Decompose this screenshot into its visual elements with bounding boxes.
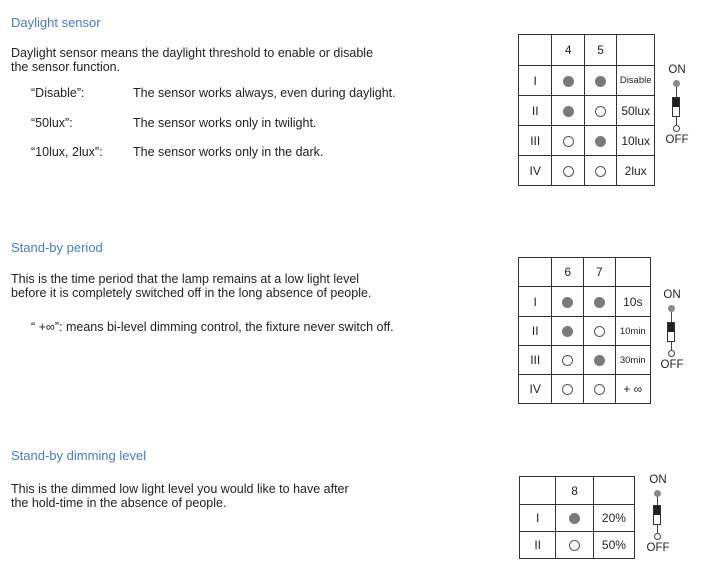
switch-off-label: OFF xyxy=(665,134,689,146)
row-label: III xyxy=(519,126,552,156)
switch-on-label: ON xyxy=(649,474,667,486)
dip-column-6: 6 xyxy=(552,258,584,287)
dip-dot xyxy=(563,166,574,177)
daylight-sensor-dip-table xyxy=(518,34,655,186)
row-value: 10lux xyxy=(617,126,655,156)
row-value: 50% xyxy=(593,532,634,559)
dip-dot xyxy=(569,513,580,524)
dip-dot xyxy=(595,106,606,117)
dip-switch-icon xyxy=(643,474,673,554)
option-10lux-2lux-key: “10lux, 2lux”: xyxy=(31,145,103,159)
standby-dimming-description-line2: the hold-time in the absence of people. xyxy=(11,496,227,510)
row-value: 10min xyxy=(615,317,650,346)
dip-dot xyxy=(563,106,574,117)
row-label: IV xyxy=(519,375,552,404)
dip-dot xyxy=(594,384,605,395)
dip-dot xyxy=(595,166,606,177)
row-label: I xyxy=(519,287,552,317)
dip-dot xyxy=(594,326,605,337)
standby-period-description-line2: before it is completely switched off in the long absence of people. xyxy=(11,286,372,300)
standby-dimming-dip-table xyxy=(519,476,635,559)
dip-column-4: 4 xyxy=(552,35,584,66)
row-label: I xyxy=(520,505,556,532)
dip-column-8: 8 xyxy=(556,477,594,505)
option-disable-key: “Disable”: xyxy=(31,86,85,100)
standby-dimming-heading: Stand-by dimming level xyxy=(11,448,147,463)
dip-switch-icon xyxy=(657,289,687,369)
row-value: 10s xyxy=(615,287,650,317)
dip-switch-icon xyxy=(662,64,692,144)
dip-dot xyxy=(594,355,605,366)
option-disable-text: The sensor works always, even during daylight. xyxy=(133,86,396,100)
option-50lux-key: “50lux”: xyxy=(31,116,73,130)
daylight-sensor-description-line1: Daylight sensor means the daylight threshold to enable or disable xyxy=(11,46,374,60)
dip-dot xyxy=(562,326,573,337)
dip-dot xyxy=(595,76,606,87)
dip-dot xyxy=(563,136,574,147)
standby-period-dip-table xyxy=(518,257,651,404)
option-10lux-2lux-text: The sensor works only in the dark. xyxy=(133,145,324,159)
dip-dot xyxy=(563,76,574,87)
dip-dot xyxy=(595,136,606,147)
infinity-note: “ +∞”: means bi-level dimming control, the fixture never switch off. xyxy=(31,320,394,334)
option-50lux-text: The sensor works only in twilight. xyxy=(133,116,317,130)
standby-period-heading: Stand-by period xyxy=(11,240,103,255)
row-label: II xyxy=(520,532,556,559)
dip-dot xyxy=(562,384,573,395)
daylight-sensor-description-line2: the sensor function. xyxy=(11,60,121,74)
switch-on-label: ON xyxy=(663,289,681,301)
row-value: 50lux xyxy=(617,96,655,126)
dip-dot xyxy=(594,297,605,308)
dip-dot xyxy=(569,540,580,551)
standby-period-description-line1: This is the time period that the lamp remains at a low light level xyxy=(11,272,360,286)
row-label: II xyxy=(519,96,552,126)
row-label: IV xyxy=(519,156,552,186)
row-value: 2lux xyxy=(617,156,655,186)
row-value: Disable xyxy=(617,66,655,96)
dip-column-7: 7 xyxy=(584,258,616,287)
row-label: I xyxy=(519,66,552,96)
switch-off-label: OFF xyxy=(646,542,670,554)
daylight-sensor-heading: Daylight sensor xyxy=(11,15,101,30)
switch-on-label: ON xyxy=(668,64,686,76)
switch-off-label: OFF xyxy=(660,359,684,371)
row-value: 30min xyxy=(615,346,650,375)
dip-column-5: 5 xyxy=(584,35,616,66)
row-label: III xyxy=(519,346,552,375)
row-label: II xyxy=(519,317,552,346)
standby-dimming-description-line1: This is the dimmed low light level you would like to have after xyxy=(11,482,349,496)
dip-dot xyxy=(562,355,573,366)
dip-dot xyxy=(562,297,573,308)
row-value: 20% xyxy=(593,505,634,532)
row-value: + ∞ xyxy=(615,375,650,404)
